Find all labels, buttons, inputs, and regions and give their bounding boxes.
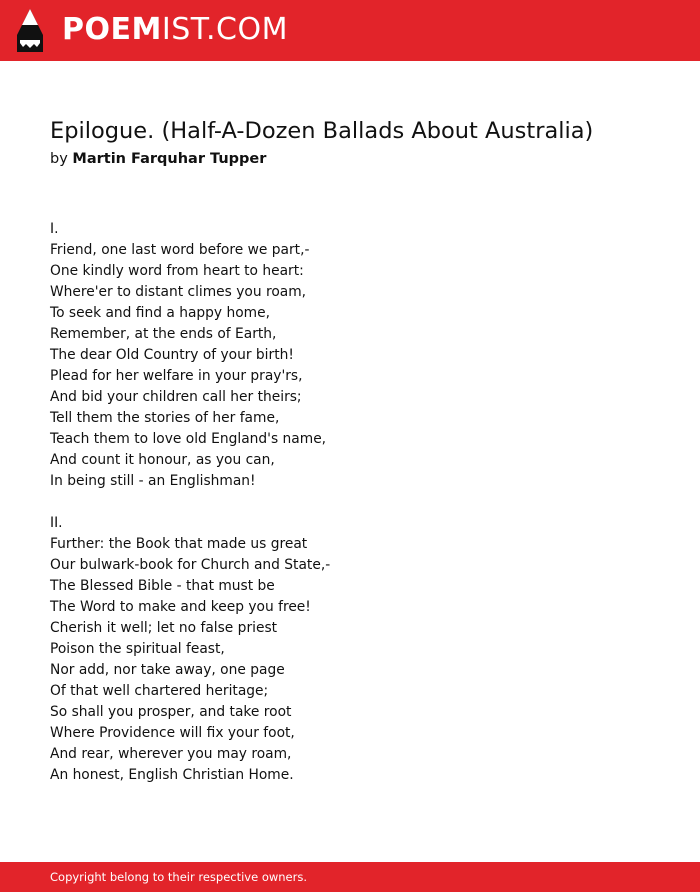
poem-line: So shall you prosper, and take root <box>50 704 292 720</box>
poem-line: And bid your children call her theirs; <box>50 389 302 405</box>
byline <box>50 148 266 170</box>
poem-line: The Word to make and keep you free! <box>50 599 311 615</box>
poem-line: Teach them to love old England's name, <box>50 431 327 447</box>
poem-line: Further: the Book that made us great <box>50 536 308 552</box>
poem-line: II. <box>50 515 63 531</box>
poem-line: Nor add, nor take away, one page <box>50 662 285 678</box>
poem-line: To seek and find a happy home, <box>50 305 270 321</box>
poem-line: Of that well chartered heritage; <box>50 683 269 699</box>
author-name: Martin Farquhar Tupper <box>72 151 267 167</box>
site-header <box>0 0 700 61</box>
copyright-notice: Copyright belong to their respective owners. <box>50 870 308 884</box>
poem-line: The Blessed Bible - that must be <box>50 578 275 594</box>
brand-name-bold: POEM <box>62 12 162 47</box>
poem-line: The dear Old Country of your birth! <box>50 347 294 363</box>
poem-line: Poison the spiritual feast, <box>50 641 225 657</box>
poem-line: Plead for her welfare in your pray'rs, <box>50 368 303 384</box>
brand-name-light: IST.COM <box>161 12 288 47</box>
poem-line: And count it honour, as you can, <box>50 452 275 468</box>
poem-line: Remember, at the ends of Earth, <box>50 326 277 342</box>
poem-line: Friend, one last word before we part,- <box>50 242 310 258</box>
poem-title: Epilogue. (Half-A-Dozen Ballads About Australia) <box>50 118 594 144</box>
poem-line: And rear, wherever you may roam, <box>50 746 292 762</box>
site-footer <box>0 862 700 892</box>
poem-line: Where Providence will fix your foot, <box>50 725 295 741</box>
poem-line: An honest, English Christian Home. <box>50 767 294 783</box>
by-label: by <box>50 151 68 167</box>
stanza-break <box>50 492 330 513</box>
poem-line: Tell them the stories of her fame, <box>50 410 280 426</box>
poem-line: I. <box>50 221 59 237</box>
pencil-icon[interactable] <box>17 9 43 53</box>
poem-line: One kindly word from heart to heart: <box>50 263 304 279</box>
poem-line: Cherish it well; let no false priest <box>50 620 278 636</box>
site-logo[interactable] <box>62 12 288 48</box>
poem-body <box>50 219 330 786</box>
poem-line: Where'er to distant climes you roam, <box>50 284 307 300</box>
poem-line: In being still - an Englishman! <box>50 473 256 489</box>
poem-line: Our bulwark-book for Church and State,- <box>50 557 331 573</box>
